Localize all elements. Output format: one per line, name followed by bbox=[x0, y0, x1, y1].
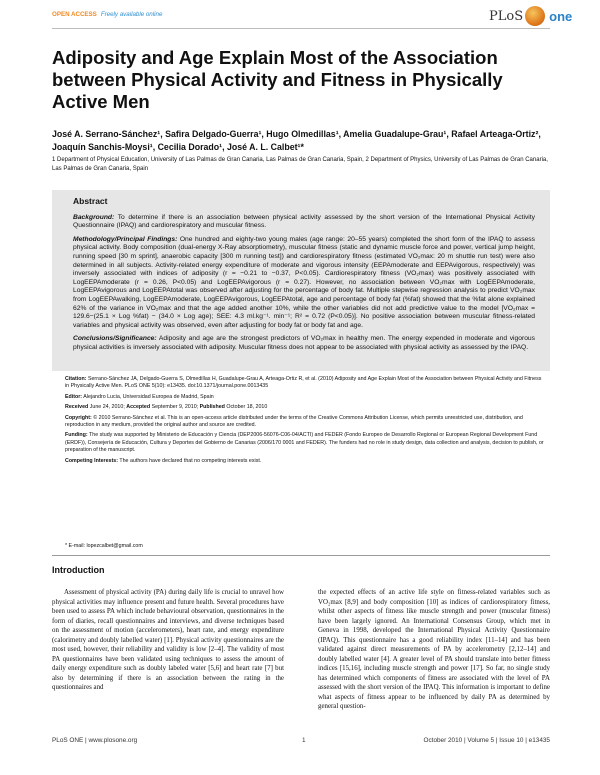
funding-label: Funding: bbox=[65, 432, 88, 439]
introduction-right-column: the expected effects of an active life style on fitness-related variables such as VO₂max [8,9] and body composition [10] as indices of cardiorespiratory fitness, whilst other aspects of fitness like muscle strength and power (muscular fitness) have been largely ignored. An International Consensus Group, which met in Geneva in 1998, developed the International Physical Activity Questionnaire (IPAQ). This questionnaire has a good reliability index [11–14] and has been validated against direct measurements of PA by accelerometry [2,12–14] and doubly labelled water [4]. A greater level of PA should translate into better fitness indices [15,16], including muscle strength and power [17]. So far, no single study has determined which components of fitness are associated with the level of PA assessed with the short version of the IPAQ. This information is important to define what aspects of fitness appear to be influenced by daily PA as determined by general question- bbox=[318, 589, 550, 710]
abstract-background bbox=[73, 214, 535, 231]
competing-interests bbox=[65, 458, 545, 465]
metadata-divider bbox=[52, 555, 550, 556]
methods-label: Methodology/Principal Findings: bbox=[73, 235, 178, 243]
conclusions-text: Adiposity and age are the strongest predictors of VO₂max in healthy men. The energy expended in moderate and vigorous physical activities is inversely associated with adiposity. Muscular fitness does not appear to be associated with physical activity as assessed by the IPAQ. bbox=[73, 335, 535, 351]
introduction-heading: Introduction bbox=[52, 565, 105, 575]
accepted-label: Accepted bbox=[126, 404, 151, 411]
editor bbox=[65, 394, 545, 401]
interests-text: The authors have declared that no competing interests exist. bbox=[117, 457, 262, 464]
footer-issue: October 2010 | Volume 5 | Issue 10 | e13435 bbox=[423, 737, 550, 744]
dates bbox=[65, 404, 545, 411]
abstract-methods bbox=[73, 236, 535, 331]
footer-journal: PLoS ONE | www.plosone.org bbox=[52, 737, 138, 744]
footer-page-number: 1 bbox=[302, 737, 306, 744]
abstract-box bbox=[52, 190, 550, 371]
methods-text: One hundred and eighty-two young males (age range: 20–55 years) completed the short form of the IPAQ to assess physical activity. Body composition (dual-energy X-Ray absorptiometry), muscular fitness (static and dynamic muscle force and power, vertical jump height, running speed [30 m sprint], anaerobic capacity [300 m running test]) and cardiorespiratory fitness (estimated VO₂max: 20 m shuttle run test) were also determined in all subjects. Activity-related energy expenditure of moderate and vigorous intensity (EEPAmoderate and EEPAvigorous, respectively) was inversely associated with indices of adiposity (r = −0.21 to −0.37, P<0.05). Cardiorespiratory fitness (VO₂max) was positively associated with LogEEPAmoderate (r = 0.26, P<0.05) and LogEEPAvigorous (r = 0.27). However, no association between VO₂max with LogEEPAmoderate, LogEEPAvigorous and LogEEPAtotal was observed after adjusting for the percentage of body fat. Multiple stepwise regression analysis to predict VO₂max from LogEEPAwalking, LogEEPAmoderate, LogEEPAvigorous, LogEEPAtotal, age and percentage of body fat (%fat) showed that the %fat alone explained 62% of the variance in VO₂max and that the age added another 10%, while the other variables did not add predictive value to the model [VO₂max = 129.6−(25.1 × Log %fat) − (34.0 × Log age); SEE: 4.3 ml.kg⁻¹. min⁻¹; R² = 0.72 (P<0.05)]. No positive association between muscular fitness-related variables and physical activity was observed, even after adjusting for body fat or body fat and age. bbox=[73, 235, 535, 329]
journal-logo bbox=[489, 6, 572, 26]
citation-text: Serrano-Sánchez JA, Delgado-Guerra S, Olmedillas H, Guadalupe-Grau A, Arteaga-Ortiz R, et al. (2010) Adiposity and Age Explain Most of the Association between Physical Activity and Fitness in Physically Active Men. PLoS ONE 5(10): e13435. doi:10.1371/journal.pone.0013435 bbox=[65, 376, 542, 390]
open-access-label: OPEN ACCESS bbox=[52, 11, 97, 18]
abstract-heading: Abstract bbox=[73, 196, 108, 206]
logo-one-text: one bbox=[549, 8, 573, 24]
copyright bbox=[65, 415, 545, 430]
received-label: Received bbox=[65, 404, 89, 411]
background-text: To determine if there is an association between physical activity assessed by the short version of the International Physical Activity Questionnaire (IPAQ) and cardiorespiratory and muscular fitness. bbox=[73, 213, 535, 230]
funding-text: The study was supported by Ministerio de Educación y Ciencia (DEP2006-56076-C06-04/ACTI) and FEDER (Fondo Europeo de Desarrollo Regional or European Regional Development Fund (ERDF)), Consejería de Educación, Cultura y Deportes del Gobierno de Canarias (2006/170 0001 and FEDER). The funders had no role in study design, data collection and analysis, decision to publish, or preparation of the manuscript. bbox=[65, 432, 544, 454]
copyright-label: Copyright: bbox=[65, 414, 92, 421]
freely-available-label: Freely available online bbox=[100, 11, 163, 18]
abstract-conclusions bbox=[73, 335, 535, 352]
published-label: Published bbox=[199, 404, 225, 411]
article-metadata bbox=[65, 376, 545, 468]
logo-sphere-icon bbox=[525, 6, 545, 26]
background-label: Background: bbox=[73, 213, 115, 221]
received-date: June 24, 2010; bbox=[88, 404, 127, 411]
copyright-text: © 2010 Serrano-Sánchez et al. This is an open-access article distributed under the terms of the Creative Commons Attribution License, which permits unrestricted use, distribution, and reproduction in any medium, provided the original author and source are credited. bbox=[65, 414, 523, 429]
accepted-date: September 9, 2010; bbox=[150, 404, 200, 411]
funding bbox=[65, 432, 545, 454]
editor-text: Alejandro Lucia, Universidad Europea de Madrid, Spain bbox=[82, 393, 214, 400]
corresponding-email[interactable]: * E-mail: lopezcalbet@gmail.com bbox=[65, 543, 143, 549]
citation bbox=[65, 376, 545, 391]
citation-label: Citation: bbox=[65, 376, 87, 382]
published-date: October 18, 2010 bbox=[224, 404, 268, 411]
header-divider bbox=[52, 28, 550, 29]
affiliations: 1 Department of Physical Education, University of Las Palmas de Gran Canaria, Las Palmas de Gran Canaria, Spain, 2 Department of Physics, University of Las Palmas de Gran Canaria, Las Palmas de Gran Canaria, Spain bbox=[52, 157, 548, 172]
introduction-left-column: Assessment of physical activity (PA) during daily life is crucial to unravel how physical activities may influence present and future health. Several procedures have been used to assess PA which include behavioural observation, questionnaires in the form of diaries, recall questionnaires and interviews, and diverse techniques based on the assessment of motion (accelerometers), heart rate, and energy expenditure (calorimetry and doubly labelled water) [1]. Physical activity questionnaires are the most used, however, their reliability and validity is low [2–4]. The validity of most PA questionnaires have been validated using techniques to assess the amount of daily energy expenditure such as doubly labeled water [5,6] and heart rate [7] but also by determining if there is an association between the rating in the questionnaires and bbox=[52, 589, 284, 691]
author-list: José A. Serrano-Sánchez¹, Safira Delgado-Guerra¹, Hugo Olmedillas¹, Amelia Guadalupe-Grau¹, Rafael Arteaga-Ortiz², Joaquín Sanchis-Moysi¹, Cecilia Dorado¹, José A. L. Calbet¹* bbox=[52, 129, 541, 152]
article-title: Adiposity and Age Explain Most of the Association between Physical Activity and Fitness in Physically Active Men bbox=[52, 47, 503, 112]
logo-plos-text: PLoS bbox=[489, 8, 524, 24]
editor-label: Editor: bbox=[65, 393, 83, 400]
conclusions-label: Conclusions/Significance: bbox=[73, 335, 157, 343]
open-access-banner bbox=[52, 11, 162, 18]
interests-label: Competing Interests: bbox=[65, 457, 118, 464]
